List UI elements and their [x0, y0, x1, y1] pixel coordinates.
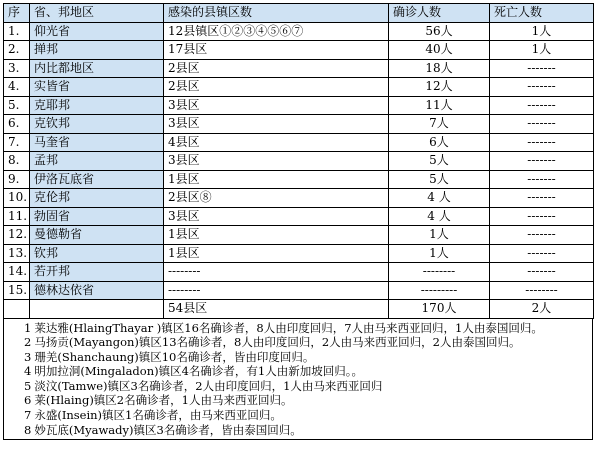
cell-towns: 17县区 [164, 41, 389, 60]
report-container [3, 3, 593, 440]
cell-deaths: ------- [490, 115, 594, 134]
cell-seq: 13. [4, 244, 30, 263]
cell-deaths: ------- [490, 226, 594, 245]
cell-confirmed: 1人 [389, 226, 490, 245]
cell-region: 若开邦 [30, 263, 164, 282]
footnote-number: 2 [24, 335, 32, 350]
footnote-number: 4 [24, 364, 32, 379]
total-cell-confirmed: 170人 [389, 300, 490, 319]
footnote-item [24, 321, 588, 336]
cell-region: 勃固省 [30, 207, 164, 226]
table-row [4, 22, 594, 41]
header-deaths: 死亡人数 [490, 4, 594, 23]
cell-towns: -------- [164, 263, 389, 282]
footnote-text: 莱达雅(HlaingThayar )镇区16名确诊者，8人由印度回归，7人由马来西亚回归，1人由泰国回归。 [34, 320, 543, 335]
cell-region: 克耶邦 [30, 96, 164, 115]
footnote-text: 莱(Hlaing)镇区2名确诊者，1人由马来西亚回归。 [34, 393, 293, 408]
table-row [4, 133, 594, 152]
table-header-row [4, 4, 594, 23]
total-cell-towns: 54县区 [164, 300, 389, 319]
table-row [4, 59, 594, 78]
cell-deaths: ------- [490, 96, 594, 115]
total-row [4, 300, 594, 319]
cell-confirmed: 56人 [389, 22, 490, 41]
cell-towns: 4县区 [164, 133, 389, 152]
cell-towns: 12县镇区①②③④⑤⑥⑦ [164, 22, 389, 41]
cell-confirmed: 4 人 [389, 207, 490, 226]
footnote-text: 明加拉洞(Mingaladon)镇区4名确诊者，有1人由新加坡回归。。 [34, 364, 363, 379]
cell-confirmed: 6人 [389, 133, 490, 152]
cell-region: 孟邦 [30, 152, 164, 171]
cell-deaths: ------- [490, 207, 594, 226]
header-region: 省、邦地区 [30, 4, 164, 23]
cell-confirmed: 11人 [389, 96, 490, 115]
cell-deaths: ------- [490, 133, 594, 152]
footnote-text: 珊羌(Shanchaung)镇区10名确诊者，皆由印度回归。 [34, 349, 315, 364]
cell-region: 钦邦 [30, 244, 164, 263]
cell-region: 德林达依省 [30, 281, 164, 300]
table-row [4, 96, 594, 115]
footnote-number: 1 [24, 320, 32, 335]
cell-region: 克伦邦 [30, 189, 164, 208]
table-body [4, 22, 594, 318]
cell-seq: 2. [4, 41, 30, 60]
cell-region: 仰光省 [30, 22, 164, 41]
cell-region: 曼德勒省 [30, 226, 164, 245]
footnote-item [24, 335, 588, 350]
table-row [4, 41, 594, 60]
cell-region: 实皆省 [30, 78, 164, 97]
footnote-item [24, 408, 588, 423]
cell-deaths: 1人 [490, 41, 594, 60]
cell-towns: 2县区 [164, 78, 389, 97]
cell-towns: 3县区 [164, 96, 389, 115]
cell-seq: 1. [4, 22, 30, 41]
cell-seq: 11. [4, 207, 30, 226]
cell-seq: 6. [4, 115, 30, 134]
cell-seq: 10. [4, 189, 30, 208]
cell-seq: 8. [4, 152, 30, 171]
cell-deaths: ------- [490, 170, 594, 189]
cell-seq: 15. [4, 281, 30, 300]
cell-seq: 4. [4, 78, 30, 97]
footnote-text: 淡汶(Tamwe)镇区3名确诊者，2人由印度回归，1人由马来西亚回归 [34, 378, 383, 393]
cell-region: 马奎省 [30, 133, 164, 152]
cell-region: 掸邦 [30, 41, 164, 60]
table-row [4, 244, 594, 263]
case-table [3, 3, 594, 319]
footnote-number: 6 [24, 393, 32, 408]
cell-deaths: ------- [490, 189, 594, 208]
footnote-text: 永盛(Insein)镇区1名确诊者，由马来西亚回归。 [34, 408, 282, 423]
header-towns: 感染的县镇区数 [164, 4, 389, 23]
table-row [4, 152, 594, 171]
header-seq: 序 [4, 4, 30, 23]
cell-seq: 3. [4, 59, 30, 78]
cell-confirmed: -------- [389, 263, 490, 282]
cell-confirmed: 5人 [389, 152, 490, 171]
cell-deaths: ------- [490, 244, 594, 263]
cell-confirmed: 1人 [389, 244, 490, 263]
cell-region: 伊洛瓦底省 [30, 170, 164, 189]
total-cell-region [30, 300, 164, 319]
table-row [4, 263, 594, 282]
table-row [4, 189, 594, 208]
cell-towns: 3县区 [164, 207, 389, 226]
cell-seq: 12. [4, 226, 30, 245]
cell-towns: 1县区 [164, 170, 389, 189]
table-row [4, 115, 594, 134]
footnotes [3, 319, 593, 441]
cell-deaths: -------- [490, 281, 594, 300]
table-row [4, 170, 594, 189]
cell-confirmed: 5人 [389, 170, 490, 189]
cell-seq: 9. [4, 170, 30, 189]
footnote-text: 妙瓦底(Myawady)镇区3名确诊者，皆由泰国回归。 [34, 422, 302, 437]
cell-region: 内比都地区 [30, 59, 164, 78]
footnote-item [24, 423, 588, 438]
table-row [4, 226, 594, 245]
cell-seq: 14. [4, 263, 30, 282]
footnote-item [24, 379, 588, 394]
table-row [4, 281, 594, 300]
cell-towns: 3县区 [164, 152, 389, 171]
cell-region: 克钦邦 [30, 115, 164, 134]
cell-confirmed: 12人 [389, 78, 490, 97]
cell-towns: 1县区 [164, 244, 389, 263]
footnote-number: 8 [24, 422, 32, 437]
cell-deaths: ------- [490, 152, 594, 171]
cell-seq: 5. [4, 96, 30, 115]
header-confirmed: 确诊人数 [389, 4, 490, 23]
footnote-number: 3 [24, 349, 32, 364]
cell-deaths: ------- [490, 263, 594, 282]
cell-confirmed: --------- [389, 281, 490, 300]
cell-towns: 2县区 [164, 59, 389, 78]
cell-confirmed: 40人 [389, 41, 490, 60]
footnote-item [24, 350, 588, 365]
cell-deaths: ------- [490, 59, 594, 78]
footnote-number: 7 [24, 408, 32, 423]
cell-confirmed: 4 人 [389, 189, 490, 208]
cell-confirmed: 18人 [389, 59, 490, 78]
cell-deaths: ------- [490, 78, 594, 97]
footnote-text: 马扬贡(Mayangon)镇区13名确诊者，8人由印度回归，2人由马来西亚回归，2人由泰国回归。 [34, 335, 521, 350]
total-cell-seq [4, 300, 30, 319]
cell-seq: 7. [4, 133, 30, 152]
cell-towns: -------- [164, 281, 389, 300]
cell-towns: 3县区 [164, 115, 389, 134]
footnote-item [24, 364, 588, 379]
total-cell-deaths: 2人 [490, 300, 594, 319]
table-row [4, 78, 594, 97]
cell-confirmed: 7人 [389, 115, 490, 134]
footnote-item [24, 393, 588, 408]
cell-towns: 1县区 [164, 226, 389, 245]
footnote-number: 5 [24, 378, 32, 393]
cell-towns: 2县区⑧ [164, 189, 389, 208]
table-row [4, 207, 594, 226]
cell-deaths: 1人 [490, 22, 594, 41]
